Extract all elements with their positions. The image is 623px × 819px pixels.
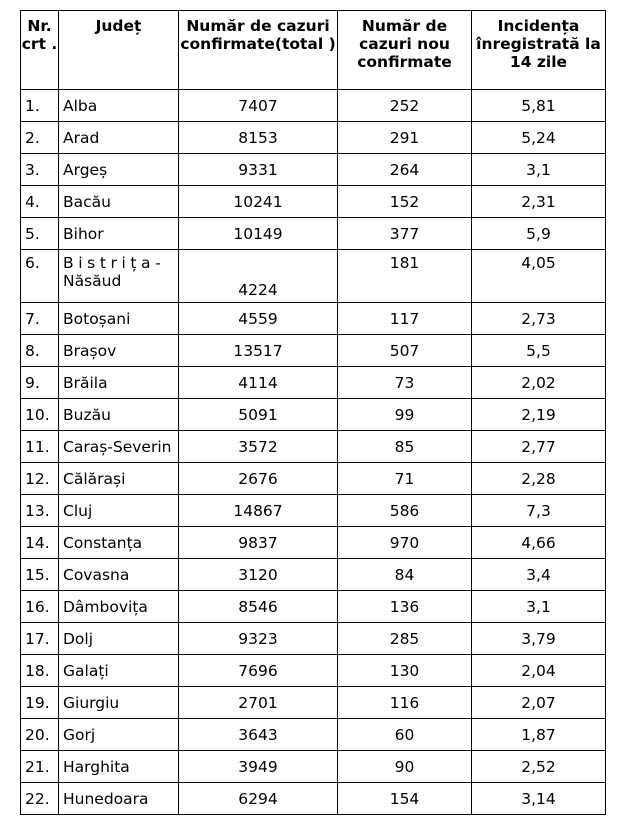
table-row (21, 495, 606, 527)
new-confirmed: 377 (338, 218, 472, 250)
table-row (21, 367, 606, 399)
new-confirmed: 73 (338, 367, 472, 399)
header-nr-crt: Nr. crt . (21, 11, 59, 90)
total-confirmed: 9323 (179, 623, 338, 655)
table-row (21, 303, 606, 335)
new-confirmed: 264 (338, 154, 472, 186)
total-confirmed: 8153 (179, 122, 338, 154)
incidence: 2,04 (472, 655, 606, 687)
county-name: Harghita (59, 751, 179, 783)
county-name: Galați (59, 655, 179, 687)
incidence: 3,14 (472, 783, 606, 815)
county-name: Covasna (59, 559, 179, 591)
incidence: 2,07 (472, 687, 606, 719)
row-number: 2. (21, 122, 59, 154)
county-name: Călărași (59, 463, 179, 495)
new-confirmed: 252 (338, 90, 472, 122)
incidence: 3,79 (472, 623, 606, 655)
table-row (21, 719, 606, 751)
new-confirmed: 130 (338, 655, 472, 687)
new-confirmed: 60 (338, 719, 472, 751)
total-confirmed: 4114 (179, 367, 338, 399)
county-name: Alba (59, 90, 179, 122)
county-name: Caraș-Severin (59, 431, 179, 463)
total-confirmed: 4224 (179, 250, 338, 303)
total-confirmed: 6294 (179, 783, 338, 815)
table-row (21, 250, 606, 303)
table-body (21, 90, 606, 815)
header-judet: Județ (59, 11, 179, 90)
row-number: 13. (21, 495, 59, 527)
table-row (21, 591, 606, 623)
table-row (21, 335, 606, 367)
row-number: 4. (21, 186, 59, 218)
county-name: Gorj (59, 719, 179, 751)
row-number: 20. (21, 719, 59, 751)
row-number: 16. (21, 591, 59, 623)
incidence: 4,05 (472, 250, 606, 303)
table-row (21, 122, 606, 154)
incidence: 2,02 (472, 367, 606, 399)
row-number: 7. (21, 303, 59, 335)
row-number: 8. (21, 335, 59, 367)
incidence: 7,3 (472, 495, 606, 527)
incidence: 3,1 (472, 154, 606, 186)
incidence: 5,81 (472, 90, 606, 122)
county-name: Arad (59, 122, 179, 154)
total-confirmed: 3643 (179, 719, 338, 751)
row-number: 15. (21, 559, 59, 591)
table-row (21, 399, 606, 431)
new-confirmed: 507 (338, 335, 472, 367)
county-name-line1: Bistrița- (63, 254, 166, 272)
table-row (21, 751, 606, 783)
incidence: 2,52 (472, 751, 606, 783)
county-name: Brăila (59, 367, 179, 399)
new-confirmed: 116 (338, 687, 472, 719)
row-number: 5. (21, 218, 59, 250)
total-confirmed: 2676 (179, 463, 338, 495)
county-name: Argeș (59, 154, 179, 186)
county-name: Bacău (59, 186, 179, 218)
table-row (21, 431, 606, 463)
header-new-confirmed: Număr de cazuri nou confirmate (338, 11, 472, 90)
total-confirmed: 13517 (179, 335, 338, 367)
new-confirmed: 970 (338, 527, 472, 559)
county-name: Dâmbovița (59, 591, 179, 623)
table-row (21, 783, 606, 815)
new-confirmed: 84 (338, 559, 472, 591)
total-confirmed: 2701 (179, 687, 338, 719)
total-confirmed: 9837 (179, 527, 338, 559)
total-confirmed: 3949 (179, 751, 338, 783)
incidence: 2,28 (472, 463, 606, 495)
incidence: 5,9 (472, 218, 606, 250)
table-row (21, 655, 606, 687)
row-number: 18. (21, 655, 59, 687)
new-confirmed: 117 (338, 303, 472, 335)
incidence: 2,31 (472, 186, 606, 218)
total-confirmed: 7696 (179, 655, 338, 687)
row-number: 10. (21, 399, 59, 431)
new-confirmed: 152 (338, 186, 472, 218)
county-name: Botoșani (59, 303, 179, 335)
total-confirmed: 5091 (179, 399, 338, 431)
header-total-confirmed: Număr de cazuri confirmate(total ) (179, 11, 338, 90)
county-name (59, 250, 179, 303)
row-number: 1. (21, 90, 59, 122)
incidence: 1,87 (472, 719, 606, 751)
covid-cases-table (20, 10, 606, 815)
total-confirmed: 7407 (179, 90, 338, 122)
county-name: Giurgiu (59, 687, 179, 719)
row-number: 21. (21, 751, 59, 783)
table-row (21, 559, 606, 591)
table-row (21, 218, 606, 250)
total-confirmed: 8546 (179, 591, 338, 623)
new-confirmed: 90 (338, 751, 472, 783)
new-confirmed: 586 (338, 495, 472, 527)
incidence: 3,1 (472, 591, 606, 623)
county-name: Bihor (59, 218, 179, 250)
row-number: 11. (21, 431, 59, 463)
county-name: Cluj (59, 495, 179, 527)
row-number: 19. (21, 687, 59, 719)
header-incidence-14-days: Incidența înregistrată la 14 zile (472, 11, 606, 90)
row-number: 9. (21, 367, 59, 399)
county-name: Hunedoara (59, 783, 179, 815)
row-number: 17. (21, 623, 59, 655)
row-number: 6. (21, 250, 59, 303)
incidence: 3,4 (472, 559, 606, 591)
new-confirmed: 71 (338, 463, 472, 495)
incidence: 2,77 (472, 431, 606, 463)
county-name: Dolj (59, 623, 179, 655)
total-confirmed: 3572 (179, 431, 338, 463)
county-name-line2: Năsăud (63, 272, 122, 290)
total-confirmed: 10149 (179, 218, 338, 250)
incidence: 2,73 (472, 303, 606, 335)
row-number: 22. (21, 783, 59, 815)
new-confirmed: 136 (338, 591, 472, 623)
incidence: 4,66 (472, 527, 606, 559)
incidence: 5,5 (472, 335, 606, 367)
total-confirmed: 14867 (179, 495, 338, 527)
new-confirmed: 291 (338, 122, 472, 154)
county-name: Constanța (59, 527, 179, 559)
table-row (21, 90, 606, 122)
row-number: 3. (21, 154, 59, 186)
incidence: 2,19 (472, 399, 606, 431)
row-number: 12. (21, 463, 59, 495)
incidence: 5,24 (472, 122, 606, 154)
table-row (21, 154, 606, 186)
new-confirmed: 154 (338, 783, 472, 815)
total-confirmed: 3120 (179, 559, 338, 591)
new-confirmed: 99 (338, 399, 472, 431)
table-row (21, 687, 606, 719)
row-number: 14. (21, 527, 59, 559)
new-confirmed: 181 (338, 250, 472, 303)
county-name: Brașov (59, 335, 179, 367)
new-confirmed: 285 (338, 623, 472, 655)
new-confirmed: 85 (338, 431, 472, 463)
table-row (21, 463, 606, 495)
table-row (21, 186, 606, 218)
table-row (21, 623, 606, 655)
table-row (21, 527, 606, 559)
header-row (21, 11, 606, 90)
total-confirmed: 10241 (179, 186, 338, 218)
county-name: Buzău (59, 399, 179, 431)
total-confirmed: 9331 (179, 154, 338, 186)
total-confirmed: 4559 (179, 303, 338, 335)
